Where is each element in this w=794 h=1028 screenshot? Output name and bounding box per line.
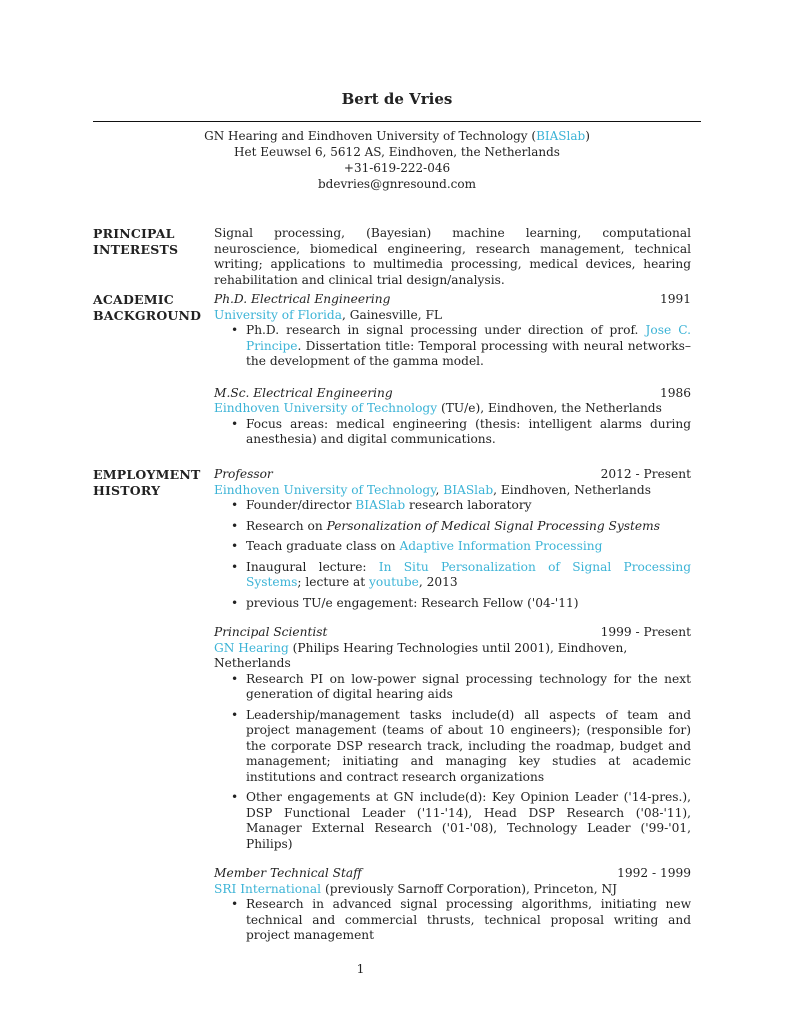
section-label	[93, 226, 208, 258]
bullet-item	[246, 498, 691, 514]
entry-date: 1992 - 1999	[617, 866, 691, 880]
bullet-text: ; lecture at	[297, 575, 370, 589]
entry-org	[214, 882, 691, 898]
bullet-item	[246, 323, 691, 370]
affiliation	[93, 128, 701, 144]
entry-msc	[214, 386, 691, 448]
phone: +31-619-222-046	[343, 161, 451, 175]
org-location: , Eindhoven, Netherlands	[493, 482, 651, 497]
separator: ,	[435, 482, 444, 497]
entry-title: Principal Scientist	[214, 625, 328, 639]
affiliation-suffix: )	[585, 129, 590, 143]
bullet-item: • Research PI on low-power signal processing technology for the next generation of digital hearing aids	[246, 672, 691, 703]
cv-name: Bert de Vries	[341, 90, 453, 108]
section-label	[93, 292, 208, 324]
research-topic: Personalization of Medical Signal Processing Systems	[326, 518, 660, 533]
employment-body	[214, 467, 691, 958]
page-number: 1	[356, 962, 365, 976]
email: bdevries@gnresound.com	[318, 177, 476, 191]
bullet-text: Ph.D. research in signal processing under direction of prof.	[246, 323, 646, 337]
bullet-item: • Focus areas: medical engineering (thesis: intelligent alarms during anesthesia) and digital communications.	[246, 417, 691, 448]
affiliation-text: GN Hearing and Eindhoven University of Technology (	[204, 129, 537, 143]
bullet-text: research laboratory	[405, 498, 532, 512]
bullet-text: Research on	[246, 518, 327, 533]
label-line: BACKGROUND	[93, 308, 202, 323]
entry-org	[214, 401, 691, 417]
label-line: INTERESTS	[93, 242, 179, 257]
entry-date: 1986	[659, 385, 691, 400]
lecture-link[interactable]: In Situ Personalization of Signal Processing Systems	[246, 559, 691, 589]
entry-date: 1999 - Present	[600, 625, 691, 639]
org-link[interactable]: Eindhoven University of Technology	[214, 401, 438, 415]
label-line: ACADEMIC	[93, 292, 174, 307]
entry-phd	[214, 292, 691, 370]
entry-principal	[214, 625, 691, 852]
contact-block	[93, 128, 701, 192]
bullet-item: • Leadership/management tasks include(d) all aspects of team and project management (teams of about 10 engineers); (responsible for) the corporate DSP research track, including the roadmap, budget and management; initiating and managing key studies at academic institutions and contract research organizations	[246, 708, 691, 786]
bullet-item	[246, 560, 691, 591]
entry-date: 2012 - Present	[600, 467, 691, 481]
entry-title: Professor	[214, 467, 273, 481]
gn-hearing-link[interactable]: GN Hearing	[214, 640, 289, 655]
interests-text: Signal processing, (Bayesian) machine learning, computational neuroscience, biomedical engineering, research management, technical writing; applications to multimedia processing, medical devices, hearing rehabilitation and clinical trial design/analysis.	[214, 226, 691, 287]
label-line: HISTORY	[93, 483, 161, 498]
org-location: (Philips Hearing Technologies until 2001), Eindhoven, Netherlands	[214, 640, 628, 670]
advisor-link[interactable]: Jose C. Principe	[246, 323, 691, 353]
entry-member	[214, 866, 691, 944]
header-rule	[93, 121, 701, 122]
tue-link[interactable]: Eindhoven University of Technology	[214, 482, 436, 497]
entry-title: M.Sc. Electrical Engineering	[214, 385, 393, 400]
org-location: (previously Sarnoff Corporation), Princeton, NJ	[321, 881, 617, 896]
org-link[interactable]: University of Florida	[214, 307, 342, 322]
label-line: PRINCIPAL	[93, 226, 175, 241]
bullet-text: . Dissertation title: Temporal processing with neural networks–the development of the gamma model.	[246, 338, 691, 368]
entry-org	[214, 308, 691, 324]
label-line: EMPLOYMENT	[93, 467, 201, 482]
bullet-text: Teach graduate class on	[246, 539, 400, 553]
biaslab-link[interactable]: BIASlab	[536, 129, 586, 143]
youtube-link[interactable]: youtube	[369, 575, 419, 589]
biaslab-link[interactable]: BIASlab	[443, 482, 494, 497]
course-link[interactable]: Adaptive Information Processing	[399, 539, 603, 553]
entry-date: 1991	[659, 292, 691, 306]
bullet-item: • previous TU/e engagement: Research Fellow ('04-'11)	[246, 596, 691, 612]
bullet-item: • Research in advanced signal processing algorithms, initiating new technical and commercial thrusts, technical proposal writing and project management	[246, 897, 691, 944]
entry-org	[214, 641, 691, 672]
entry-org	[214, 483, 691, 499]
org-location: (TU/e), Eindhoven, the Netherlands	[437, 401, 662, 415]
entry-professor	[214, 467, 691, 611]
bullet-text: Founder/director	[246, 498, 356, 512]
sri-link[interactable]: SRI International	[214, 881, 322, 896]
bullet-item: • Other engagements at GN include(d): Key Opinion Leader ('14-pres.), DSP Functional Leader ('11-'14), Head DSP Research ('08-'11), Manager External Research ('01-'08), Technology Leader ('99-'01, Philips)	[246, 790, 691, 852]
bullet-item	[246, 519, 691, 535]
bullet-text: , 2013	[418, 575, 458, 589]
address: Het Eeuwsel 6, 5612 AS, Eindhoven, the Netherlands	[234, 145, 560, 159]
entry-title: Ph.D. Electrical Engineering	[214, 292, 391, 306]
academic-body	[214, 292, 691, 462]
org-location: , Gainesville, FL	[341, 307, 443, 322]
entry-title: Member Technical Staff	[214, 866, 362, 880]
bullet-text: Inaugural lecture:	[246, 559, 379, 574]
bullet-item	[246, 539, 691, 555]
biaslab-link[interactable]: BIASlab	[355, 498, 406, 512]
section-label	[93, 467, 208, 499]
